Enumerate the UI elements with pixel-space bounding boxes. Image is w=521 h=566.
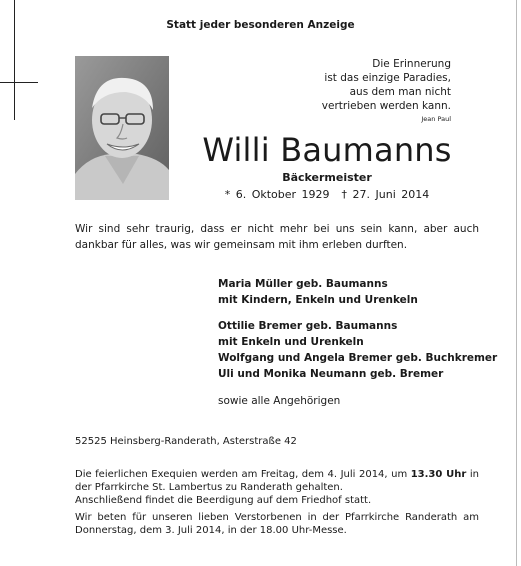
mourner-line: mit Enkeln und Urenkeln	[218, 336, 364, 348]
page-edge-line	[516, 0, 517, 566]
exequien-notice: Die feierlichen Exequien werden am Freitag, dem 4. Juli 2014, um 13.30 Uhr in der Pfarrkirche St. Lambertus zu Randerath gehalten.	[75, 469, 479, 493]
quote-author: Jean Paul	[421, 115, 451, 123]
death-date: † 27. Juni 2014	[341, 188, 430, 201]
memorial-quote	[255, 57, 451, 124]
crop-mark-horizontal	[0, 82, 38, 83]
quote-line: Die Erinnerung	[372, 58, 451, 70]
crop-mark-vertical	[14, 0, 15, 120]
mourning-message: Wir sind sehr traurig, dass er nicht mehr bei uns sein kann, aber auch dankbar für alles, was wir gemeinsam mit ihm erleben durften.	[75, 223, 479, 251]
mourner-line: sowie alle Angehörigen	[218, 395, 341, 407]
mourner-line: Wolfgang und Angela Bremer geb. Buchkremer	[218, 352, 498, 364]
mourner-line: Ottilie Bremer geb. Baumanns	[218, 320, 398, 332]
burial-notice: Anschließend findet die Beerdigung auf dem Friedhof statt.	[75, 495, 372, 506]
quote-line: vertrieben werden kann.	[321, 100, 451, 112]
portrait-photo	[75, 56, 169, 200]
mourner-group	[218, 318, 497, 382]
mourner-line: Uli und Monika Neumann geb. Bremer	[218, 368, 444, 380]
life-dates	[182, 188, 472, 201]
family-address: 52525 Heinsberg-Randerath, Asterstraße 42	[75, 436, 297, 447]
exequien-time: 13.30 Uhr	[410, 469, 467, 480]
mourner-group	[218, 276, 418, 308]
quote-line: aus dem man nicht	[349, 86, 451, 98]
announcement-header: Statt jeder besonderen Anzeige	[166, 19, 355, 31]
mourner-group	[218, 393, 340, 409]
service-information	[75, 468, 479, 537]
mourner-line: mit Kindern, Enkeln und Urenkeln	[218, 294, 418, 306]
deceased-name: Willi Baumanns	[202, 131, 452, 169]
deceased-profession: Bäckermeister	[282, 171, 372, 184]
birth-date: * 6. Oktober 1929	[224, 188, 330, 201]
mass-notice: Wir beten für unseren lieben Verstorbenen in der Pfarrkirche Randerath am Donnerstag, dem 3. Juli 2014, in der 18.00 Uhr-Messe.	[75, 512, 479, 536]
quote-line: ist das einzige Paradies,	[324, 72, 451, 84]
mourner-line: Maria Müller geb. Baumanns	[218, 278, 388, 290]
